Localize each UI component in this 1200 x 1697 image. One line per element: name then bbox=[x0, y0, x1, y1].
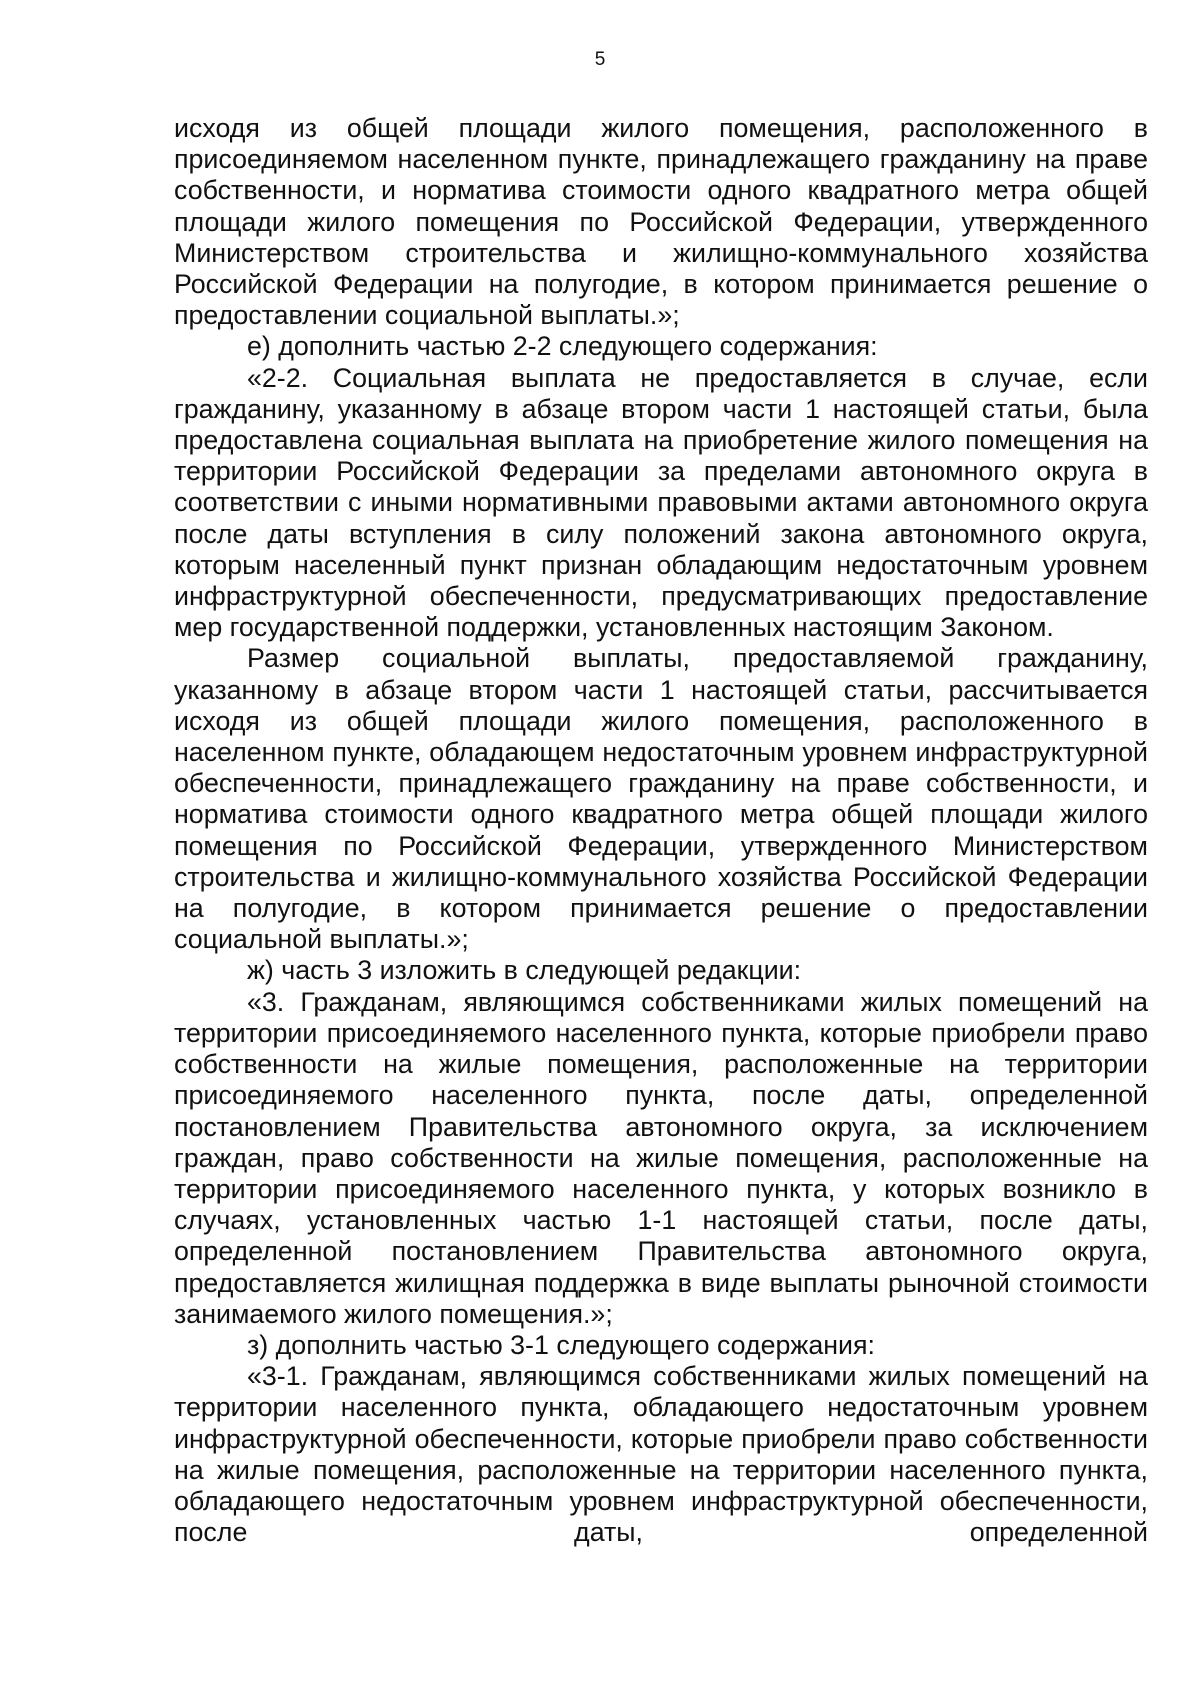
document-body bbox=[174, 113, 1148, 1548]
paragraph-amendment-z: з) дополнить частью 3-1 следующего содержания: bbox=[247, 1329, 875, 1360]
paragraph-part-2-2: «2-2. Социальная выплата не предоставляется в случае, если гражданину, указанному в абзаце втором части 1 настоящей статьи, была предоставлена социальная выплата на приобретение жилого помещения на территории Российской Федерации за пределами автономного округа в соответствии с иными нормативными правовыми актами автономного округа после даты вступления в силу положений закона автономного округа, которым населенный пункт признан обладающим недостаточным уровнем инфраструктурной обеспеченности, предусматривающих предоставление мер государственной поддержки, установленных настоящим Законом. bbox=[174, 362, 1148, 643]
paragraph-payment-size: Размер социальной выплаты, предоставляемой гражданину, указанному в абзаце втором части 1 настоящей статьи, рассчитывается исходя из общей площади жилого помещения, расположенного в населенном пункте, обладающем недостаточным уровнем инфраструктурной обеспеченности, принадлежащего гражданину на праве собственности, и норматива стоимости одного квадратного метра общей площади жилого помещения по Российской Федерации, утвержденного Министерством строительства и жилищно-коммунального хозяйства Российской Федерации на полугодие, в котором принимается решение о предоставлении социальной выплаты.»; bbox=[174, 643, 1148, 955]
page-number: 5 bbox=[594, 49, 606, 70]
paragraph-part-3: «3. Гражданам, являющимся собственниками жилых помещений на территории присоединяемого населенного пункта, которые приобрели право собственности на жилые помещения, расположенные на территории присоединяемого населенного пункта, после даты, определенной постановлением Правительства автономного округа, за исключением граждан, право собственности на жилые помещения, расположенные на территории присоединяемого населенного пункта, у которых возникло в случаях, установленных частью 1-1 настоящей статьи, после даты, определенной постановлением Правительства автономного округа, предоставляется жилищная поддержка в виде выплаты рыночной стоимости занимаемого жилого помещения.»; bbox=[174, 986, 1148, 1329]
paragraph-amendment-zh: ж) часть 3 изложить в следующей редакции: bbox=[247, 955, 802, 986]
paragraph-part-3-1: «3-1. Гражданам, являющимся собственниками жилых помещений на территории населенного пункта, обладающего недостаточным уровнем инфраструктурной обеспеченности, которые приобрели право собственности на жилые помещения, расположенные на территории населенного пункта, обладающего недостаточным уровнем инфраструктурной обеспеченности, после даты, определенной bbox=[174, 1361, 1148, 1548]
paragraph-amendment-e: е) дополнить частью 2-2 следующего содержания: bbox=[247, 331, 878, 362]
paragraph-continuation: исходя из общей площади жилого помещения, расположенного в присоединяемом населенном пункте, принадлежащего гражданину на праве собственности, и норматива стоимости одного квадратного метра общей площади жилого помещения по Российской Федерации, утвержденного Министерством строительства и жилищно-коммунального хозяйства Российской Федерации на полугодие, в котором принимается решение о предоставлении социальной выплаты.»; bbox=[174, 113, 1148, 331]
